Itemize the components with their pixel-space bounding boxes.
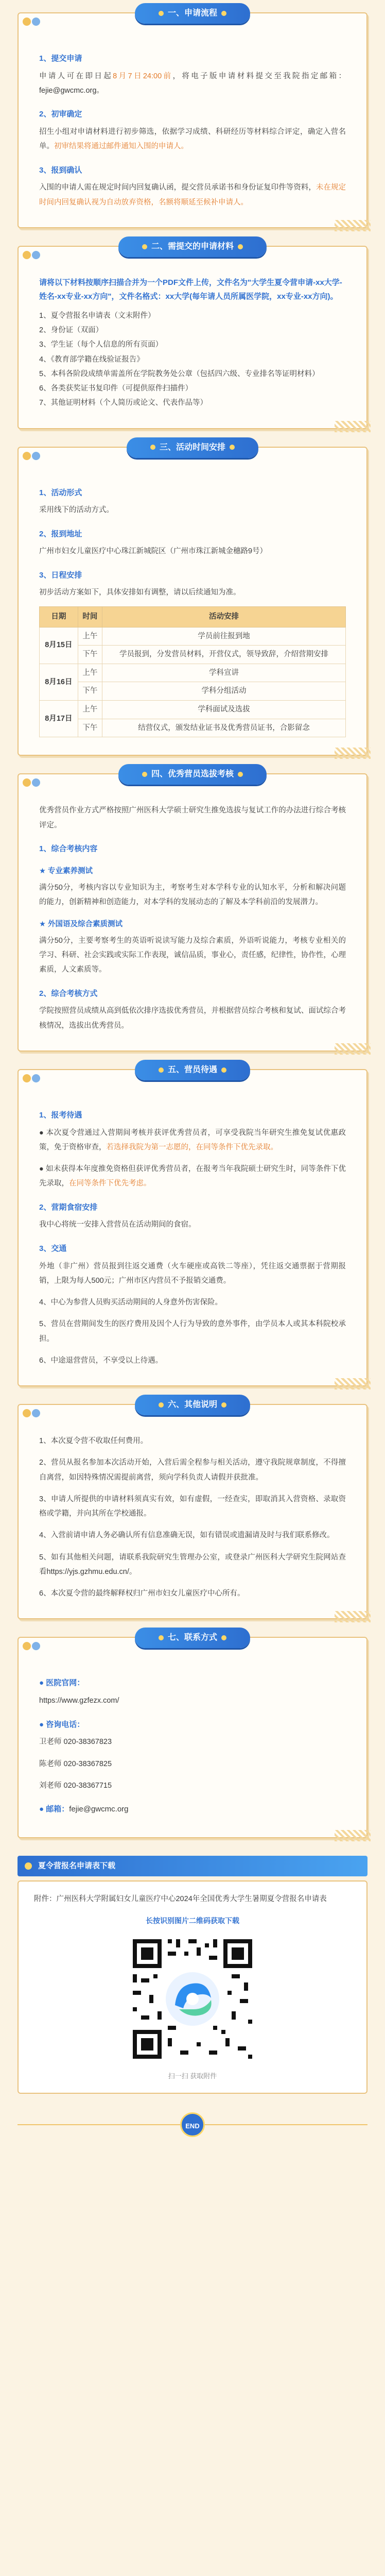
qr-code-icon [126,1932,259,2066]
activity-cell: 学科面试及选拔 [102,701,346,719]
section-banner [118,764,267,785]
sub-title: ★ 外国语及综合素质测试 [39,920,123,929]
item-body [39,1162,346,1191]
highlight-text: 未在规定时间内回复确认视为自动放弃资格，名额将顺延至候补申请人。 [39,183,346,207]
item-title: 2、营期食宿安排 [39,1202,98,1212]
column-header: 时间 [78,606,102,627]
item-body: 5、营员在营期间发生的医疗费用及因个人行为导致的意外事件，由学员本人或其本科院校承担。 [39,1320,346,1343]
banner-text: 二、需提交的申请材料 [151,242,234,251]
section-banner [135,1395,250,1415]
website-label: ● 医院官网： [39,1679,85,1688]
list-item: 5、本科各阶段成绩单需盖所在学院教务处公章（包括四六级、专业排名等证明材料） [39,369,320,378]
section-materials [18,242,367,429]
banner-text: 六、其他说明 [167,1400,218,1410]
item-body: 满分50分，考核内容以专业知识为主，考察考生对本学科专业的认知水平，分析和解决问题的能力，创新精神和创造能力，对本学科的发展动态的了解及本学科前沿的发展潜力。 [39,883,346,906]
activity-cell: 学员前往报到地 [102,627,346,646]
step-body [39,125,346,154]
banner-text: 四、优秀营员选拔考核 [151,770,234,779]
end-marker [18,2109,367,2140]
column-header: 活动安排 [102,606,346,627]
table-row [40,719,346,737]
list-item: 3、学生证（每个人信息的所有页面） [39,341,163,349]
time-cell: 上午 [78,701,102,719]
item-title: 3、日程安排 [39,570,82,580]
text: 入围的申请人需在规定时间内回复确认函，提交营员承诺书和身份证复印件等资料， [39,183,316,192]
banner-text: 一、申请流程 [167,9,218,18]
item-title: 1、综合考核内容 [39,844,98,853]
time-cell: 下午 [78,646,102,664]
assessment-intro: 优秀营员作业方式严格按照广州医科大学硕士研究生推免选拔与复试工作的办法进行综合考核评定。 [39,806,346,829]
section-other-notes [18,1400,367,1619]
table-row [40,682,346,701]
attachment-note: 附件：广州医科大学附属妇女儿童医疗中心2024年全国优秀大学生暑期夏令营报名申请表 [34,1894,327,1903]
text: ● 如未获得本年度推免资格但获评优秀营员者，在报考当年我院硕士研究生时，同等条件下优先录取， [39,1165,346,1188]
qr-caption: 扫一扫 获取附件 [168,2072,217,2080]
materials-intro: 请将以下材料按顺序扫描合并为一个PDF文件上传，文件名为"大学生夏令营申请-xx大学-姓名-xx专业-xx方向"，文件名格式：xx大学(每年请人员所属医学院，xx专业-xx方向)。 [39,278,342,301]
item-body: 采用线下的活动方式。 [39,506,114,515]
item-body: 6、中途退营营员，不享受以上待遇。 [39,1356,163,1365]
list-item: 6、各类获奖证书复印件（可提供原件扫描件） [39,384,193,393]
date-cell: 8月16日 [40,664,78,700]
table-row [40,664,346,682]
materials-list [39,309,346,411]
section-assessment [18,770,367,1052]
activity-cell: 结营仪式，颁发结业证书及优秀营员证书，合影留念 [102,719,346,737]
website-link[interactable]: https://www.gzfezx.com/ [39,1697,119,1705]
phone-number[interactable]: 卫老师 020-38367823 [39,1738,112,1747]
text: 招生小组对申请材料进行初步筛选，依据学习成绩、科研经历等材料综合评定，确定入营名单。 [39,128,346,151]
activity-cell: 学员报到，分发营员材料，开营仪式，领导致辞，介绍营期安排 [102,646,346,664]
section-benefits [18,1065,367,1386]
deadline-highlight: 8月7日24:00前 [113,72,173,80]
sub-title: ★ 专业素养测试 [39,867,93,875]
email-label [39,1802,346,1817]
item-body: 4、中心为参营人员购买活动期间的人身意外伤害保险。 [39,1298,223,1307]
highlight-text: 初审结果将通过邮件通知入围的申请人。 [54,142,188,151]
end-badge: END [180,2112,205,2137]
date-cell: 8月15日 [40,627,78,664]
item-body [39,1126,346,1155]
item-body: 初步活动方案如下，具体安排如有调整，请以后续通知为准。 [39,588,241,597]
item-body [39,1259,346,1289]
list-item: 1、夏令营报名申请表（文末附件） [39,311,155,320]
attachment-section [18,1880,367,2094]
item-title: 1、活动形式 [39,488,82,497]
item-title: 2、综合考核方式 [39,989,98,998]
section-banner [135,1060,250,1080]
time-cell: 下午 [78,719,102,737]
item-body: 广州市妇女儿童医疗中心珠江新城院区（广州市珠江新城金穗路9号） [39,547,268,556]
date-cell: 8月17日 [40,701,78,737]
step-title: 3、报到确认 [39,165,82,175]
item-title: 3、交通 [39,1244,67,1253]
banner-text: 七、联系方式 [167,1633,218,1642]
schedule-table [39,606,346,738]
text: ，将电子版申请材料提交至我院指定邮箱：fejie@gwcmc.org。 [39,72,346,95]
table-header-row [40,606,346,627]
text: 申请人可在即日起 [39,72,113,80]
section-banner [135,1628,250,1648]
table-row [40,701,346,719]
list-item: 6、本次夏令营的最终解释权归广州市妇女儿童医疗中心所有。 [39,1589,245,1598]
activity-cell: 学科宣讲 [102,664,346,682]
email-link[interactable]: fejie@gwcmc.org [69,1805,129,1814]
section-application-process [18,9,367,228]
column-header: 日期 [40,606,78,627]
section-banner [135,3,250,24]
attachment-strip-title: 夏令营报名申请表下载 [18,1856,367,1876]
text: ● 邮箱： [39,1805,69,1814]
highlight-text: 若选择我院为第一志愿的，在同等条件下优先录取。 [106,1143,278,1151]
list-item: 4、入营前请申请人务必确认所有信息准确无误，如有错误或遗漏请及时与我们联系修改。 [39,1531,335,1540]
table-row [40,627,346,646]
highlight-text: 在同等条件下优先考虑。 [69,1179,151,1188]
step-body [39,69,346,98]
list-item: 3、申请人所提供的申请材料须真实有效，如有虚假，一经查实，即取消其入营资格、录取资格或学籍，并向其所在学校通报。 [39,1495,346,1518]
item-body: 满分50分，主要考察考生的英语听说读写能力及综合素质，外语听说能力，考核专业相关的学习、科研、社会实践或实际工作表现，诚信品质，事业心，责任感，纪律性，协作性，心理素质，人文素质等。 [39,936,346,974]
item-title: 2、报到地址 [39,529,82,538]
list-item: 1、本次夏令营不收取任何费用。 [39,1437,148,1446]
list-item: 2、身份证（双面） [39,326,103,335]
phone-number[interactable]: 刘老师 020-38367715 [39,1781,112,1790]
section-banner [118,236,267,257]
activity-cell: 学科分组活动 [102,682,346,701]
item-title: 1、报考待遇 [39,1110,82,1120]
list-item: 7、其他证明材料（个人简历或论文、代表作品等） [39,399,208,408]
time-cell: 上午 [78,627,102,646]
item-body: 我中心将统一安排入营营员在活动期间的食宿。 [39,1221,196,1229]
phone-number[interactable]: 陈老师 020-38367825 [39,1759,112,1768]
time-cell: 下午 [78,682,102,701]
qr-box [110,1914,275,2082]
step-title: 2、初审确定 [39,110,82,119]
section-contact [18,1633,367,1838]
text: 广州市区内营员不予报销交通费。 [118,1276,231,1285]
step-title: 1、提交申请 [39,54,82,63]
time-cell: 上午 [78,664,102,682]
table-row [40,646,346,664]
item-body: 学院按照营员成绩从高到低依次排序选拔优秀营员，并根据营员综合考核和复试、面试综合考核情况，选拔出优秀营员。 [39,1007,346,1030]
qr-code-image[interactable] [126,1932,259,2066]
banner-text: 三、活动时间安排 [159,443,226,452]
list-item: 5、如有其他相关问题，请联系我院研究生管理办公室，或登录广州医科大学研究生院网站查看https://yjs.gzhmu.edu.cn/。 [39,1553,346,1576]
banner-text: 五、营员待遇 [167,1065,218,1074]
step-body [39,180,346,210]
qr-title: 长按识别图片二维码获取下载 [146,1917,239,1925]
list-item: 2、营员从报名参加本次活动开始，入营后需全程参与相关活动，遵守我院规章制度，不得擅自离营，如因特殊情况需提前离营，须向学科负责人请假并获批准。 [39,1459,346,1482]
phone-label: ● 咨询电话： [39,1720,85,1729]
section-banner [127,437,258,458]
section-schedule [18,443,367,756]
text: ● 本次夏令营通过入营期间考核并获评优秀营员者，可享受我院当年研究生推免复试优惠政策，免于资格审查， [39,1128,346,1151]
list-item: 4、《教育部学籍在线验证报告》 [39,355,144,364]
text: 外地（非广州）营员报到往返交通费（火车硬座或高铁二等座），凭往返交通票据于营期报销，上限为每人500元； [39,1262,346,1285]
